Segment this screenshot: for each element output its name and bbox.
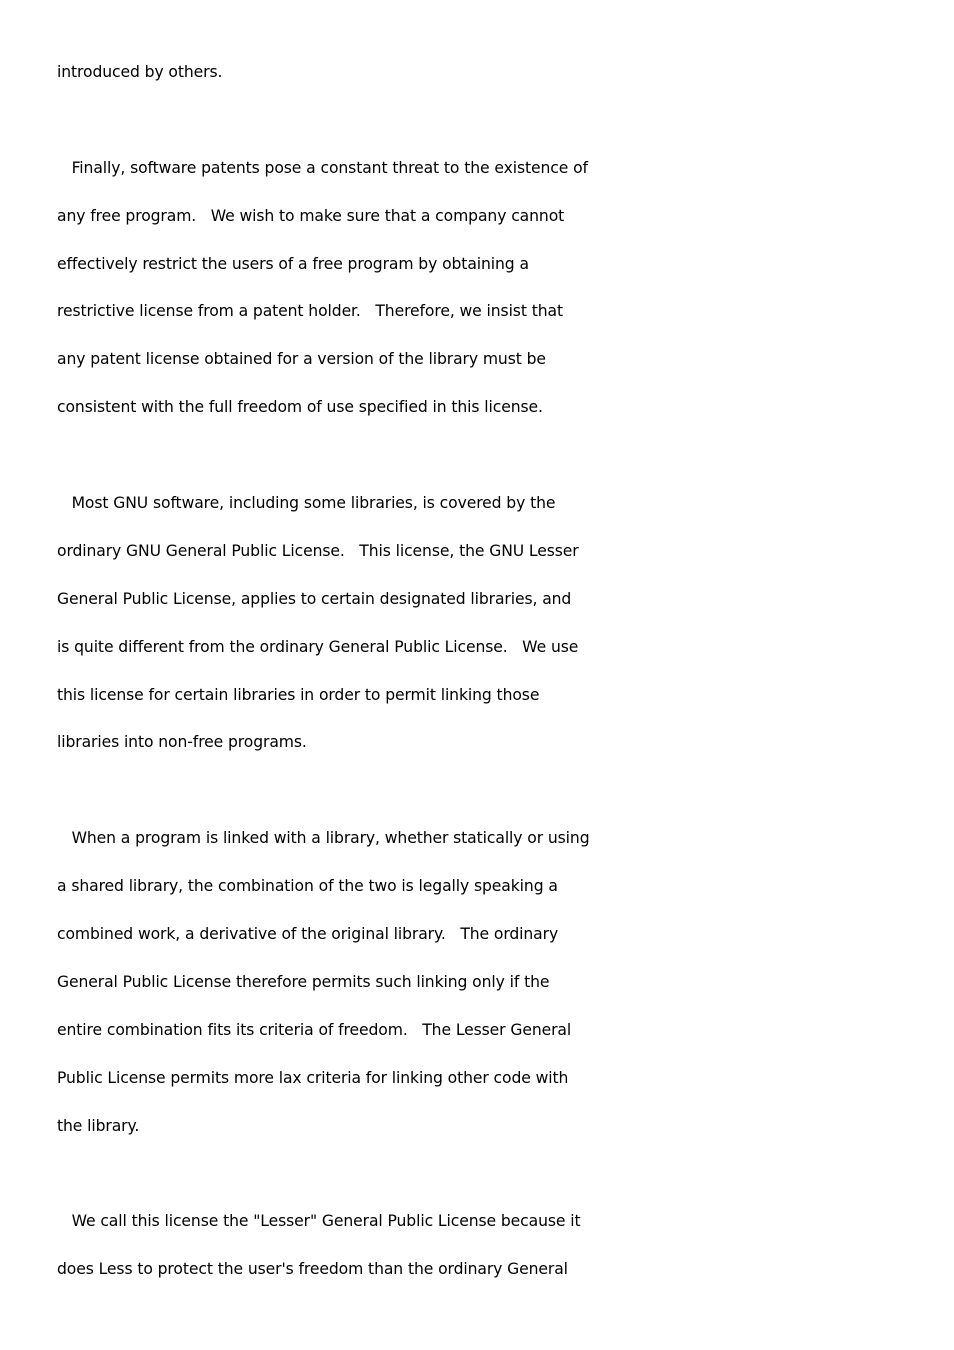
text-line: General Public License therefore permits such linking only if the [57, 972, 550, 991]
text-line: restrictive license from a patent holder. Therefore, we insist that [57, 302, 563, 321]
text-line: entire combination fits its criteria of freedom. The Lesser General [57, 1020, 572, 1039]
text-line: Most GNU software, including some libraries, is covered by the [57, 494, 556, 513]
document-page [57, 58, 917, 1303]
text-line: the library. [57, 1116, 140, 1135]
text-line: any patent license obtained for a version of the library must be [57, 350, 546, 369]
text-line: any free program. We wish to make sure that a company cannot [57, 206, 565, 225]
text-line: Public License permits more lax criteria for linking other code with [57, 1068, 569, 1087]
text-line: combined work, a derivative of the original library. The ordinary [57, 925, 559, 944]
text-line: We call this license the "Lesser" General Public License because it [57, 1212, 581, 1231]
paragraph-gap [57, 776, 917, 824]
text-line: ordinary GNU General Public License. This license, the GNU Lesser [57, 541, 579, 560]
text-line: is quite different from the ordinary General Public License. We use [57, 637, 579, 656]
text-line: a shared library, the combination of the two is legally speaking a [57, 877, 558, 896]
text-line: Finally, software patents pose a constant threat to the existence of [57, 158, 588, 177]
text-line: When a program is linked with a library, whether statically or using [57, 829, 590, 848]
text-line: libraries into non-free programs. [57, 733, 307, 752]
text-line: General Public License, applies to certain designated libraries, and [57, 589, 572, 608]
text-line: introduced by others. [57, 63, 223, 81]
text-line: effectively restrict the users of a free program by obtaining a [57, 254, 529, 273]
text-line: consistent with the full freedom of use specified in this license. [57, 398, 543, 417]
paragraph-gap [57, 441, 917, 489]
text-line: this license for certain libraries in order to permit linking those [57, 685, 540, 704]
paragraph-gap [57, 106, 917, 154]
paragraph-gap [57, 1159, 917, 1207]
text-line: does Less to protect the user's freedom than the ordinary General [57, 1260, 568, 1279]
